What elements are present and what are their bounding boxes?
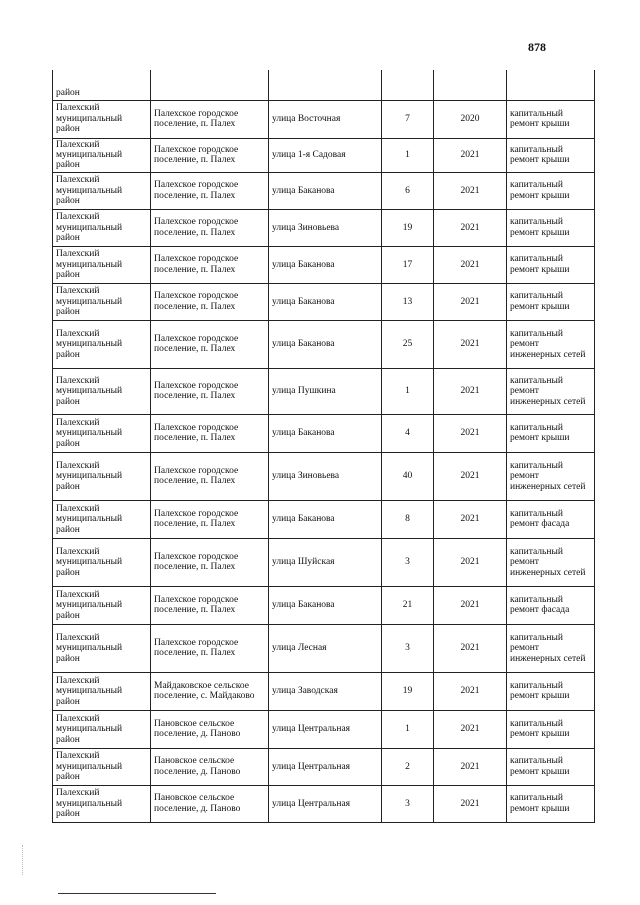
district-cell: Палехский муниципальный район	[53, 138, 151, 172]
work-type-cell	[507, 70, 595, 100]
table-row	[53, 283, 595, 320]
table-row	[53, 70, 595, 100]
district-cell: Палехский муниципальный район	[53, 246, 151, 283]
district-cell: Палехский муниципальный район	[53, 586, 151, 624]
work-type-cell: капитальный ремонт крыши	[507, 414, 595, 452]
district-cell: Палехский муниципальный район	[53, 538, 151, 586]
street-cell: улица Зиновьева	[269, 452, 382, 500]
settlement-cell	[151, 70, 269, 100]
settlement-cell: Палехское городское поселение, п. Палех	[151, 624, 269, 672]
settlement-cell: Палехское городское поселение, п. Палех	[151, 414, 269, 452]
house-cell: 17	[382, 246, 434, 283]
table-row	[53, 368, 595, 414]
street-cell: улица Шуйская	[269, 538, 382, 586]
street-cell: улица Лесная	[269, 624, 382, 672]
table-row	[53, 785, 595, 822]
work-type-cell: капитальный ремонт инженерных сетей	[507, 624, 595, 672]
street-cell: улица 1-я Садовая	[269, 138, 382, 172]
settlement-cell: Палехское городское поселение, п. Палех	[151, 500, 269, 538]
table-row	[53, 538, 595, 586]
year-cell: 2021	[434, 368, 507, 414]
work-type-cell: капитальный ремонт крыши	[507, 748, 595, 785]
house-cell: 7	[382, 100, 434, 138]
work-type-cell: капитальный ремонт фасада	[507, 500, 595, 538]
table-row	[53, 672, 595, 710]
work-type-cell: капитальный ремонт инженерных сетей	[507, 320, 595, 368]
street-cell: улица Восточная	[269, 100, 382, 138]
year-cell: 2021	[434, 785, 507, 822]
street-cell: улица Баканова	[269, 172, 382, 209]
year-cell: 2021	[434, 414, 507, 452]
district-cell: Палехский муниципальный район	[53, 283, 151, 320]
table-row	[53, 138, 595, 172]
work-type-cell: капитальный ремонт крыши	[507, 283, 595, 320]
house-cell: 40	[382, 452, 434, 500]
house-cell: 3	[382, 624, 434, 672]
house-cell: 13	[382, 283, 434, 320]
year-cell: 2021	[434, 672, 507, 710]
house-cell: 8	[382, 500, 434, 538]
district-cell: Палехский муниципальный район	[53, 710, 151, 748]
settlement-cell: Палехское городское поселение, п. Палех	[151, 320, 269, 368]
house-cell: 1	[382, 368, 434, 414]
table-row	[53, 320, 595, 368]
house-cell: 6	[382, 172, 434, 209]
settlement-cell: Пановское сельское поселение, д. Паново	[151, 785, 269, 822]
street-cell: улица Центральная	[269, 748, 382, 785]
year-cell: 2021	[434, 500, 507, 538]
year-cell: 2021	[434, 138, 507, 172]
table-row	[53, 100, 595, 138]
settlement-cell: Палехское городское поселение, п. Палех	[151, 452, 269, 500]
work-type-cell: капитальный ремонт фасада	[507, 586, 595, 624]
page-number: 878	[528, 40, 546, 54]
work-type-cell: капитальный ремонт крыши	[507, 710, 595, 748]
settlement-cell: Палехское городское поселение, п. Палех	[151, 172, 269, 209]
settlement-cell: Палехское городское поселение, п. Палех	[151, 138, 269, 172]
street-cell	[269, 70, 382, 100]
settlement-cell: Палехское городское поселение, п. Палех	[151, 368, 269, 414]
table-row	[53, 414, 595, 452]
table-row	[53, 452, 595, 500]
district-cell: Палехский муниципальный район	[53, 748, 151, 785]
settlement-cell: Палехское городское поселение, п. Палех	[151, 538, 269, 586]
footer-rule	[58, 893, 216, 894]
table-row	[53, 624, 595, 672]
settlement-cell: Палехское городское поселение, п. Палех	[151, 209, 269, 246]
district-cell: Палехский муниципальный район	[53, 624, 151, 672]
year-cell: 2021	[434, 209, 507, 246]
table-row	[53, 500, 595, 538]
street-cell: улица Баканова	[269, 246, 382, 283]
street-cell: улица Баканова	[269, 500, 382, 538]
district-cell: Палехский муниципальный район	[53, 172, 151, 209]
table-row	[53, 172, 595, 209]
street-cell: улица Центральная	[269, 710, 382, 748]
street-cell: улица Баканова	[269, 283, 382, 320]
district-cell: Палехский муниципальный район	[53, 452, 151, 500]
work-type-cell: капитальный ремонт инженерных сетей	[507, 452, 595, 500]
work-type-cell: капитальный ремонт инженерных сетей	[507, 368, 595, 414]
year-cell: 2021	[434, 452, 507, 500]
table-row	[53, 246, 595, 283]
district-cell: Палехский муниципальный район	[53, 320, 151, 368]
work-type-cell: капитальный ремонт крыши	[507, 138, 595, 172]
house-cell: 1	[382, 138, 434, 172]
work-type-cell: капитальный ремонт крыши	[507, 172, 595, 209]
settlement-cell: Пановское сельское поселение, д. Паново	[151, 710, 269, 748]
settlement-cell: Палехское городское поселение, п. Палех	[151, 283, 269, 320]
street-cell: улица Заводская	[269, 672, 382, 710]
settlement-cell: Палехское городское поселение, п. Палех	[151, 246, 269, 283]
district-cell: Палехский муниципальный район	[53, 672, 151, 710]
house-cell: 19	[382, 672, 434, 710]
work-type-cell: капитальный ремонт крыши	[507, 246, 595, 283]
street-cell: улица Пушкина	[269, 368, 382, 414]
house-cell: 1	[382, 710, 434, 748]
year-cell: 2020	[434, 100, 507, 138]
district-cell: Палехский муниципальный район	[53, 414, 151, 452]
year-cell: 2021	[434, 710, 507, 748]
street-cell: улица Баканова	[269, 320, 382, 368]
work-type-cell: капитальный ремонт крыши	[507, 785, 595, 822]
house-cell: 3	[382, 538, 434, 586]
table-row	[53, 209, 595, 246]
work-type-cell: капитальный ремонт крыши	[507, 672, 595, 710]
table-row	[53, 748, 595, 785]
street-cell: улица Центральная	[269, 785, 382, 822]
year-cell: 2021	[434, 748, 507, 785]
house-cell: 21	[382, 586, 434, 624]
house-cell: 2	[382, 748, 434, 785]
settlement-cell: Палехское городское поселение, п. Палех	[151, 586, 269, 624]
table-row	[53, 710, 595, 748]
year-cell: 2021	[434, 586, 507, 624]
house-cell	[382, 70, 434, 100]
year-cell: 2021	[434, 283, 507, 320]
margin-mark	[22, 845, 24, 875]
year-cell: 2021	[434, 246, 507, 283]
settlement-cell: Пановское сельское поселение, д. Паново	[151, 748, 269, 785]
district-cell: Палехский муниципальный район	[53, 209, 151, 246]
work-type-cell: капитальный ремонт крыши	[507, 209, 595, 246]
district-cell: Палехский муниципальный район	[53, 368, 151, 414]
house-cell: 19	[382, 209, 434, 246]
table-row	[53, 586, 595, 624]
district-cell: Палехский муниципальный район	[53, 100, 151, 138]
work-type-cell: капитальный ремонт инженерных сетей	[507, 538, 595, 586]
house-cell: 25	[382, 320, 434, 368]
street-cell: улица Баканова	[269, 414, 382, 452]
district-cell: район	[53, 70, 151, 100]
district-cell: Палехский муниципальный район	[53, 500, 151, 538]
house-cell: 4	[382, 414, 434, 452]
year-cell: 2021	[434, 320, 507, 368]
year-cell: 2021	[434, 624, 507, 672]
year-cell: 2021	[434, 172, 507, 209]
street-cell: улица Баканова	[269, 586, 382, 624]
repair-schedule-table	[52, 70, 595, 823]
year-cell	[434, 70, 507, 100]
settlement-cell: Майдаковское сельское поселение, с. Майдаково	[151, 672, 269, 710]
house-cell: 3	[382, 785, 434, 822]
settlement-cell: Палехское городское поселение, п. Палех	[151, 100, 269, 138]
district-cell: Палехский муниципальный район	[53, 785, 151, 822]
year-cell: 2021	[434, 538, 507, 586]
street-cell: улица Зиновьева	[269, 209, 382, 246]
work-type-cell: капитальный ремонт крыши	[507, 100, 595, 138]
